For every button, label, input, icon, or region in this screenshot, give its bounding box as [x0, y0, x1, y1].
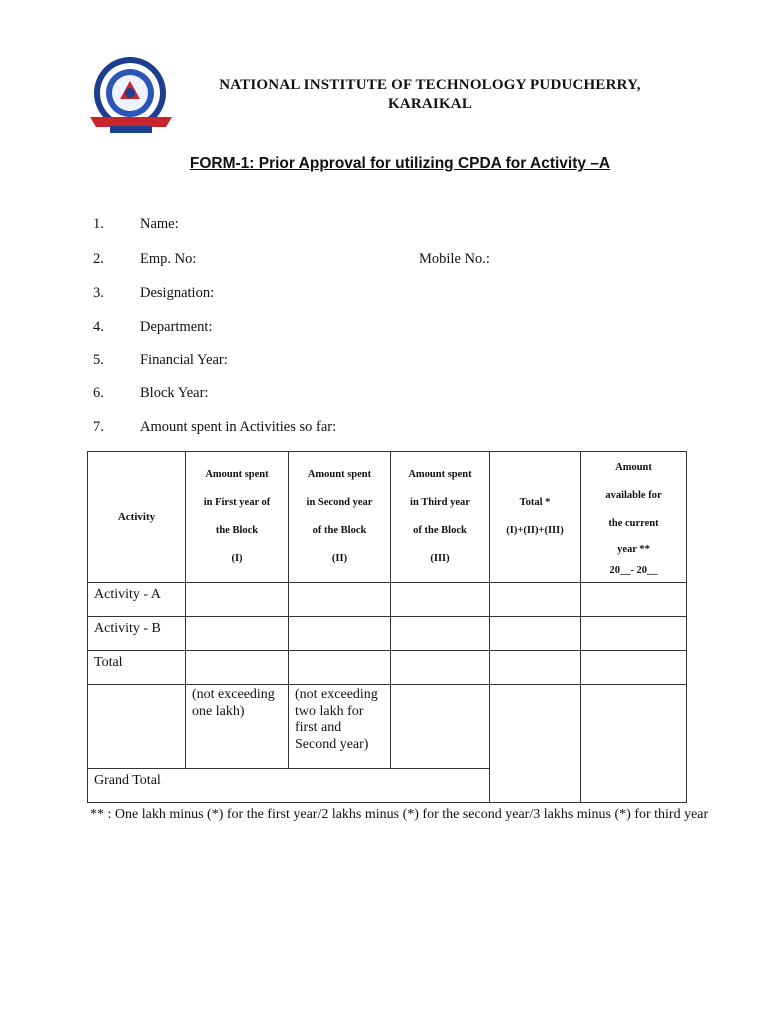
cell-input[interactable]	[581, 583, 687, 617]
header-line: of the Block	[312, 525, 367, 536]
header-line: available for	[605, 490, 662, 501]
table-row	[88, 651, 687, 685]
cell-input[interactable]	[391, 651, 490, 685]
row-label-activity-b: Activity - B	[88, 617, 186, 651]
cell-grand-total-available[interactable]	[581, 685, 687, 803]
field-label: Financial Year:	[140, 352, 228, 368]
header-line: (II)	[331, 553, 348, 564]
cell-input[interactable]	[490, 583, 581, 617]
cell-input[interactable]	[289, 651, 391, 685]
field-number: 7.	[93, 419, 104, 435]
header-line: (I)	[231, 553, 243, 564]
institute-name-line2: KARAIKAL	[387, 96, 473, 112]
field-label: Block Year:	[140, 385, 209, 401]
cell-empty	[88, 685, 186, 769]
field-number: 5.	[93, 352, 104, 368]
header-third-year	[391, 452, 490, 583]
header-second-year	[289, 452, 391, 583]
header-available	[581, 452, 687, 583]
field-number: 6.	[93, 385, 104, 401]
header-line: (I)+(II)+(III)	[506, 525, 564, 536]
table-row	[88, 583, 687, 617]
activity-table	[87, 451, 687, 803]
field-number: 2.	[93, 251, 104, 267]
header-line: 20__- 20__	[609, 565, 658, 576]
cell-input[interactable]	[289, 617, 391, 651]
header-line: of the Block	[413, 525, 467, 536]
cell-input[interactable]	[186, 617, 289, 651]
header-line: Amount spent	[205, 469, 269, 480]
field-number: 3.	[93, 285, 104, 301]
cell-input[interactable]	[490, 651, 581, 685]
row-label-total: Total	[88, 651, 186, 685]
field-label: Amount spent in Activities so far:	[140, 419, 337, 435]
form-title: FORM-1: Prior Approval for utilizing CPDA for Activity –A	[189, 155, 611, 172]
row-label-grand-total: Grand Total	[88, 769, 490, 803]
cell-input[interactable]	[289, 583, 391, 617]
header-line: year **	[617, 544, 650, 555]
cell-grand-total-value[interactable]	[490, 685, 581, 803]
cell-empty	[391, 685, 490, 769]
field-number: 4.	[93, 319, 104, 335]
header-first-year	[186, 452, 289, 583]
header-activity: Activity	[88, 452, 186, 583]
field-label: Name:	[140, 216, 179, 232]
table-row	[88, 617, 687, 651]
cell-input[interactable]	[490, 617, 581, 651]
institute-logo	[84, 55, 178, 137]
row-label-activity-a: Activity - A	[88, 583, 186, 617]
field-label: Emp. No:	[140, 251, 197, 267]
table-row	[88, 685, 687, 769]
field-label: Department:	[140, 319, 213, 335]
header-total	[490, 452, 581, 583]
header-line: in First year of	[203, 497, 271, 508]
header-line: Amount spent	[307, 469, 372, 480]
field-mobile-no[interactable]: Mobile No.:	[419, 251, 490, 267]
header-line: Amount spent	[408, 469, 472, 480]
cell-input[interactable]	[186, 651, 289, 685]
cell-input[interactable]	[391, 583, 490, 617]
table-header-row	[88, 452, 687, 583]
note-second-year: (not exceeding two lakh for first and Second year)	[289, 685, 391, 769]
note-first-year: (not exceeding one lakh)	[186, 685, 289, 769]
header-line: in Third year	[410, 497, 470, 508]
header-line: (III)	[430, 553, 450, 564]
footnote: ** : One lakh minus (*) for the first year/2 lakhs minus (*) for the second year/3 lakhs minus (*) for third year	[90, 807, 709, 822]
field-number: 1.	[93, 216, 104, 232]
header-line: Amount	[615, 462, 652, 473]
header-line: the Block	[215, 525, 259, 536]
field-label: Designation:	[140, 285, 215, 301]
header-line: the current	[608, 518, 659, 529]
institute-name	[190, 76, 670, 114]
cell-input[interactable]	[581, 651, 687, 685]
institute-name-line1: NATIONAL INSTITUTE OF TECHNOLOGY PUDUCHERRY,	[219, 77, 641, 93]
header-line: Total *	[519, 497, 551, 508]
header-line: in Second year	[306, 497, 373, 508]
cell-input[interactable]	[581, 617, 687, 651]
cell-input[interactable]	[186, 583, 289, 617]
cell-input[interactable]	[391, 617, 490, 651]
